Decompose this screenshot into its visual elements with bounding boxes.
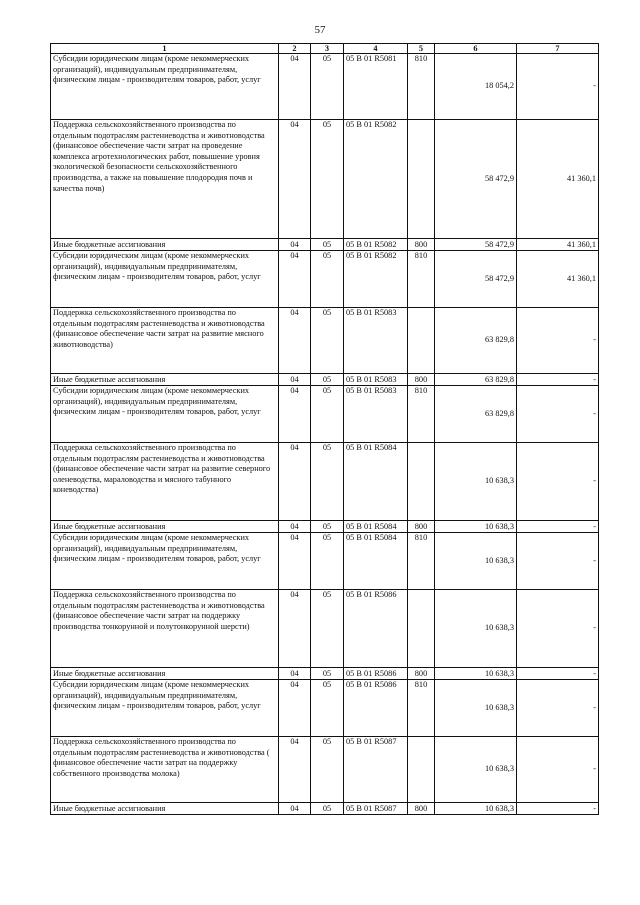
amount-year-1: 10 638,3 bbox=[435, 737, 517, 803]
code-subsection: 05 bbox=[311, 239, 344, 251]
code-expense-type: 810 bbox=[408, 533, 435, 590]
code-section: 04 bbox=[279, 737, 311, 803]
code-section: 04 bbox=[279, 54, 311, 120]
code-expense-type bbox=[408, 443, 435, 521]
code-expense-type: 800 bbox=[408, 239, 435, 251]
amount-year-2: 41 360,1 bbox=[517, 251, 599, 308]
amount-year-1: 10 638,3 bbox=[435, 533, 517, 590]
code-section: 04 bbox=[279, 386, 311, 443]
code-target-article: 05 В 01 R5086 bbox=[344, 590, 408, 668]
table-row bbox=[51, 443, 599, 521]
amount-year-2: - bbox=[517, 374, 599, 386]
header-row bbox=[51, 44, 599, 54]
code-subsection: 05 bbox=[311, 680, 344, 737]
code-expense-type: 810 bbox=[408, 680, 435, 737]
code-subsection: 05 bbox=[311, 386, 344, 443]
code-section: 04 bbox=[279, 308, 311, 374]
code-target-article: 05 В 01 R5082 bbox=[344, 239, 408, 251]
table-row bbox=[51, 668, 599, 680]
code-section: 04 bbox=[279, 803, 311, 815]
amount-year-2: 41 360,1 bbox=[517, 239, 599, 251]
amount-year-2: - bbox=[517, 386, 599, 443]
table-row bbox=[51, 680, 599, 737]
amount-year-1: 63 829,8 bbox=[435, 308, 517, 374]
code-section: 04 bbox=[279, 443, 311, 521]
budget-table bbox=[50, 43, 599, 815]
code-target-article: 05 В 01 R5087 bbox=[344, 737, 408, 803]
code-expense-type: 800 bbox=[408, 803, 435, 815]
code-target-article: 05 В 01 R5086 bbox=[344, 680, 408, 737]
code-subsection: 05 bbox=[311, 120, 344, 239]
row-name: Субсидии юридическим лицам (кроме некоммерческих организаций), индивидуальным предпринимателям, физическим лицам - производителям товаров, работ, услуг bbox=[51, 386, 279, 443]
row-name: Иные бюджетные ассигнования bbox=[51, 521, 279, 533]
code-target-article: 05 В 01 R5084 bbox=[344, 533, 408, 590]
column-header: 3 bbox=[311, 44, 344, 54]
code-target-article: 05 В 01 R5083 bbox=[344, 308, 408, 374]
amount-year-2: - bbox=[517, 533, 599, 590]
row-name: Поддержка сельскохозяйственного производства по отдельным подотраслям растениеводства и животноводства (финансовое обеспечение части затрат на поддержку производства тонкорунной и полутонкорунной шерсти) bbox=[51, 590, 279, 668]
amount-year-2: - bbox=[517, 590, 599, 668]
code-expense-type: 810 bbox=[408, 386, 435, 443]
amount-year-2: - bbox=[517, 668, 599, 680]
amount-year-2: - bbox=[517, 54, 599, 120]
code-subsection: 05 bbox=[311, 443, 344, 521]
code-expense-type: 810 bbox=[408, 251, 435, 308]
table-row bbox=[51, 521, 599, 533]
row-name: Субсидии юридическим лицам (кроме некоммерческих организаций), индивидуальным предпринимателям, физическим лицам - производителям товаров, работ, услуг bbox=[51, 533, 279, 590]
page-number: 57 bbox=[314, 24, 326, 36]
amount-year-2: 41 360,1 bbox=[517, 120, 599, 239]
table-row bbox=[51, 803, 599, 815]
code-expense-type: 800 bbox=[408, 521, 435, 533]
code-subsection: 05 bbox=[311, 308, 344, 374]
code-subsection: 05 bbox=[311, 54, 344, 120]
code-target-article: 05 В 01 R5081 bbox=[344, 54, 408, 120]
code-expense-type: 800 bbox=[408, 374, 435, 386]
table-row bbox=[51, 374, 599, 386]
code-subsection: 05 bbox=[311, 374, 344, 386]
code-expense-type bbox=[408, 590, 435, 668]
column-header: 2 bbox=[279, 44, 311, 54]
amount-year-2: - bbox=[517, 803, 599, 815]
code-section: 04 bbox=[279, 668, 311, 680]
row-name: Субсидии юридическим лицам (кроме некоммерческих организаций), индивидуальным предпринимателям, физическим лицам - производителям товаров, работ, услуг bbox=[51, 251, 279, 308]
row-name: Иные бюджетные ассигнования bbox=[51, 803, 279, 815]
code-subsection: 05 bbox=[311, 737, 344, 803]
column-header: 4 bbox=[344, 44, 408, 54]
row-name: Поддержка сельскохозяйственного производства по отдельным подотраслям растениеводства и животноводства (финансовое обеспечение части затрат на развитие северного оленеводства, мараловодства и мясного табунного коневодства) bbox=[51, 443, 279, 521]
row-name: Субсидии юридическим лицам (кроме некоммерческих организаций), индивидуальным предпринимателям, физическим лицам - производителям товаров, работ, услуг bbox=[51, 54, 279, 120]
code-target-article: 05 В 01 R5082 bbox=[344, 251, 408, 308]
amount-year-1: 10 638,3 bbox=[435, 521, 517, 533]
amount-year-1: 63 829,8 bbox=[435, 386, 517, 443]
amount-year-2: - bbox=[517, 521, 599, 533]
table-row bbox=[51, 54, 599, 120]
row-name: Иные бюджетные ассигнования bbox=[51, 668, 279, 680]
table-row bbox=[51, 737, 599, 803]
table-row bbox=[51, 590, 599, 668]
amount-year-2: - bbox=[517, 680, 599, 737]
row-name: Иные бюджетные ассигнования bbox=[51, 374, 279, 386]
amount-year-1: 10 638,3 bbox=[435, 668, 517, 680]
code-section: 04 bbox=[279, 533, 311, 590]
code-subsection: 05 bbox=[311, 521, 344, 533]
row-name: Поддержка сельскохозяйственного производства по отдельным подотраслям растениеводства и животноводства (финансовое обеспечение части затрат на проведение комплекса агротехнологических работ, повышение уровня экологической безопасности сельскохозяйственного производства, а также на повышение плодородия почв и качества почв) bbox=[51, 120, 279, 239]
table-row bbox=[51, 386, 599, 443]
amount-year-1: 63 829,8 bbox=[435, 374, 517, 386]
code-target-article: 05 В 01 R5083 bbox=[344, 386, 408, 443]
amount-year-1: 58 472,9 bbox=[435, 251, 517, 308]
code-target-article: 05 В 01 R5082 bbox=[344, 120, 408, 239]
code-section: 04 bbox=[279, 521, 311, 533]
code-target-article: 05 В 01 R5084 bbox=[344, 443, 408, 521]
table-row bbox=[51, 533, 599, 590]
code-subsection: 05 bbox=[311, 803, 344, 815]
row-name: Поддержка сельскохозяйственного производства по отдельным подотраслям растениеводства и животноводства ( финансовое обеспечение части затрат на поддержку собственного производства молока) bbox=[51, 737, 279, 803]
code-section: 04 bbox=[279, 680, 311, 737]
code-expense-type bbox=[408, 737, 435, 803]
amount-year-1: 18 054,2 bbox=[435, 54, 517, 120]
column-header: 1 bbox=[51, 44, 279, 54]
table-row bbox=[51, 308, 599, 374]
table-row bbox=[51, 239, 599, 251]
code-section: 04 bbox=[279, 590, 311, 668]
column-header: 6 bbox=[435, 44, 517, 54]
code-expense-type bbox=[408, 120, 435, 239]
code-subsection: 05 bbox=[311, 533, 344, 590]
amount-year-1: 58 472,9 bbox=[435, 239, 517, 251]
row-name: Поддержка сельскохозяйственного производства по отдельным подотраслям растениеводства и животноводства (финансовое обеспечение части затрат на развитие мясного животноводства) bbox=[51, 308, 279, 374]
row-name: Иные бюджетные ассигнования bbox=[51, 239, 279, 251]
table-row bbox=[51, 120, 599, 239]
row-name: Субсидии юридическим лицам (кроме некоммерческих организаций), индивидуальным предпринимателям, физическим лицам - производителям товаров, работ, услуг bbox=[51, 680, 279, 737]
amount-year-1: 10 638,3 bbox=[435, 443, 517, 521]
column-header: 5 bbox=[408, 44, 435, 54]
amount-year-2: - bbox=[517, 308, 599, 374]
code-target-article: 05 В 01 R5087 bbox=[344, 803, 408, 815]
code-expense-type: 810 bbox=[408, 54, 435, 120]
code-target-article: 05 В 01 R5086 bbox=[344, 668, 408, 680]
amount-year-2: - bbox=[517, 443, 599, 521]
code-section: 04 bbox=[279, 239, 311, 251]
code-target-article: 05 В 01 R5083 bbox=[344, 374, 408, 386]
amount-year-1: 10 638,3 bbox=[435, 680, 517, 737]
code-subsection: 05 bbox=[311, 590, 344, 668]
table-row bbox=[51, 251, 599, 308]
code-section: 04 bbox=[279, 251, 311, 308]
code-section: 04 bbox=[279, 374, 311, 386]
amount-year-1: 10 638,3 bbox=[435, 590, 517, 668]
amount-year-1: 58 472,9 bbox=[435, 120, 517, 239]
code-subsection: 05 bbox=[311, 251, 344, 308]
amount-year-2: - bbox=[517, 737, 599, 803]
code-expense-type: 800 bbox=[408, 668, 435, 680]
code-target-article: 05 В 01 R5084 bbox=[344, 521, 408, 533]
code-section: 04 bbox=[279, 120, 311, 239]
amount-year-1: 10 638,3 bbox=[435, 803, 517, 815]
code-subsection: 05 bbox=[311, 668, 344, 680]
column-header: 7 bbox=[517, 44, 599, 54]
code-expense-type bbox=[408, 308, 435, 374]
